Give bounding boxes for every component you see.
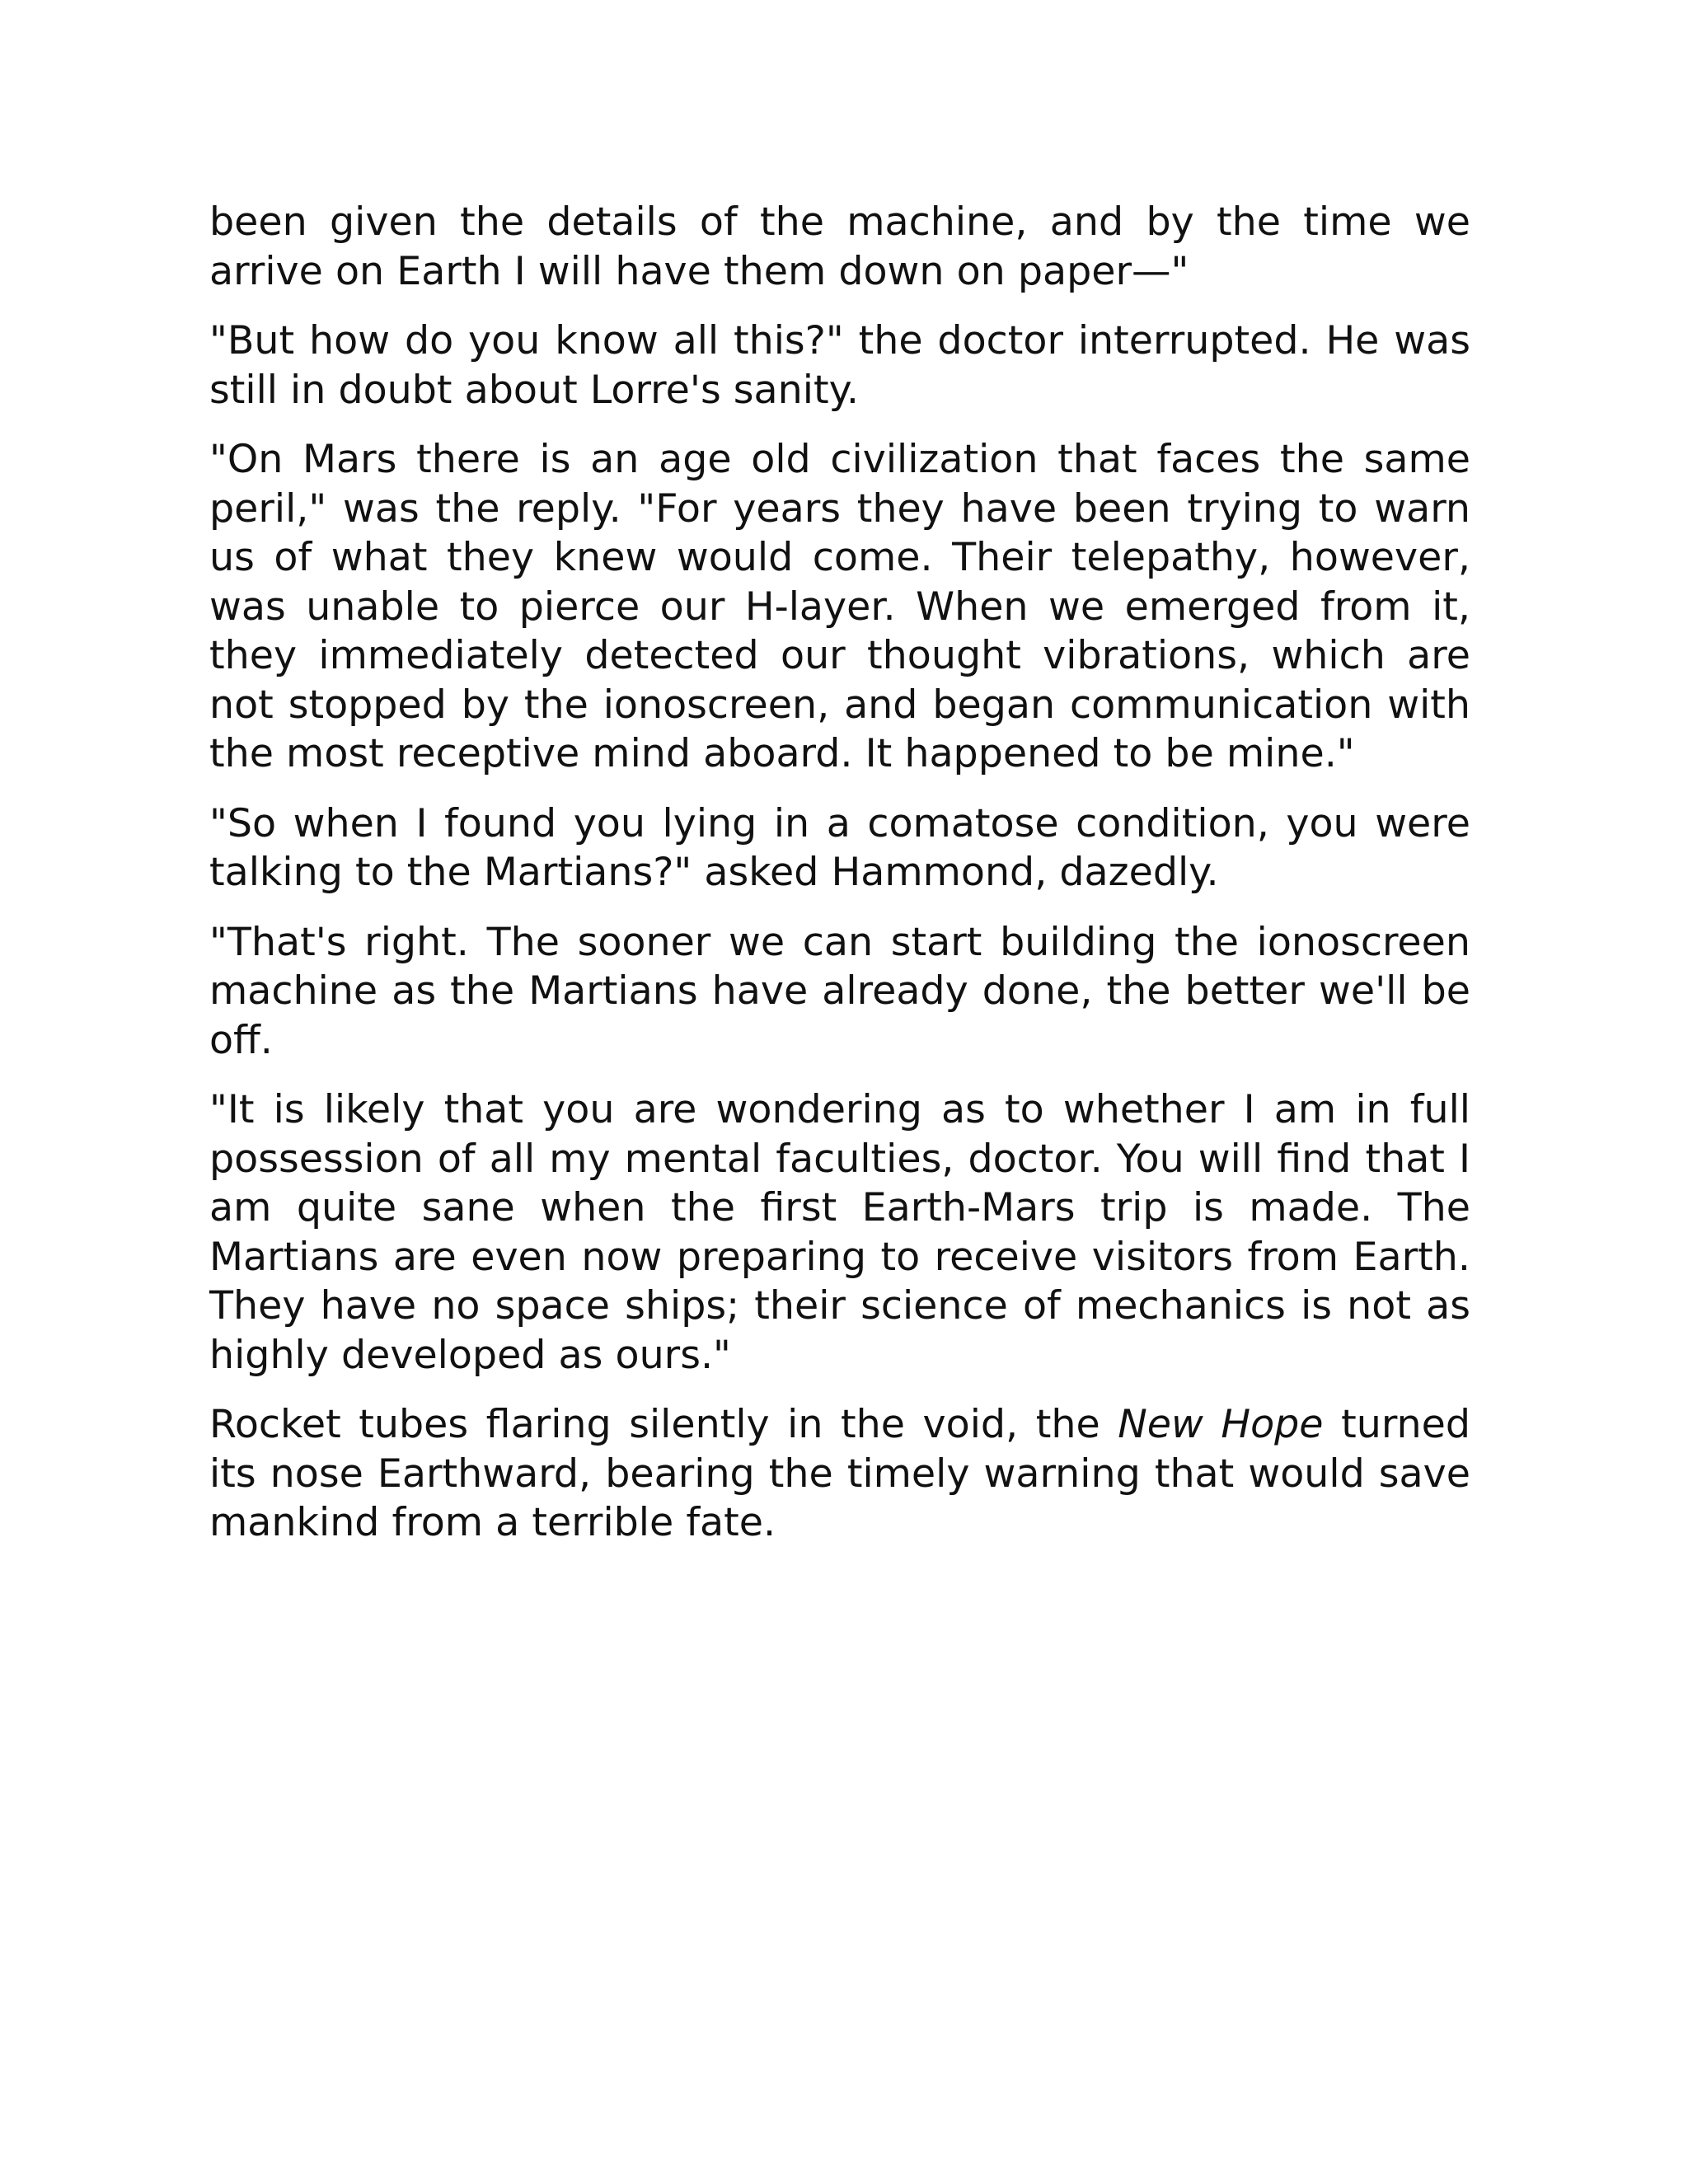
paragraph-3: "On Mars there is an age old civilization that faces the same peril," was the reply. "For years they have been trying to warn us of what they knew would come. Their telepathy, however, was unable to pierce our H-layer. When we emerged from it, they immediately detected our thought vibrations, which are not stopped by the ionoscreen, and began communication with the most receptive mind aboard. It happened to be mine." [209,437,1470,776]
paragraph-5: "That's right. The sooner we can start building the ionoscreen machine as the Martians have already done, the better we'll be off. [209,919,1470,1063]
paragraph-2: "But how do you know all this?" the doctor interrupted. He was still in doubt about Lorre's sanity. [209,318,1470,413]
paragraph-1: been given the details of the machine, and by the time we arrive on Earth I will have them down on paper—" [209,199,1470,294]
page-body [209,198,1470,1568]
paragraph-4: "So when I found you lying in a comatose condition, you were talking to the Martians?" asked Hammond, dazedly. [209,800,1470,895]
paragraph-7 [209,1400,1470,1548]
paragraph-6: "It is likely that you are wondering as to whether I am in full possession of all my mental faculties, doctor. You will find that I am quite sane when the first Earth-Mars trip is made. The Martians are even now preparing to receive visitors from Earth. They have no space ships; their science of mechanics is not as highly developed as ours." [209,1087,1470,1378]
paragraph-7-start: Rocket tubes flaring silently in the void, the [209,1402,1118,1447]
paragraph-7-end: turned its nose Earthward, bearing the timely warning that would save mankind from a terrible fate. [209,1402,1470,1545]
ship-name: New Hope [1118,1402,1324,1447]
